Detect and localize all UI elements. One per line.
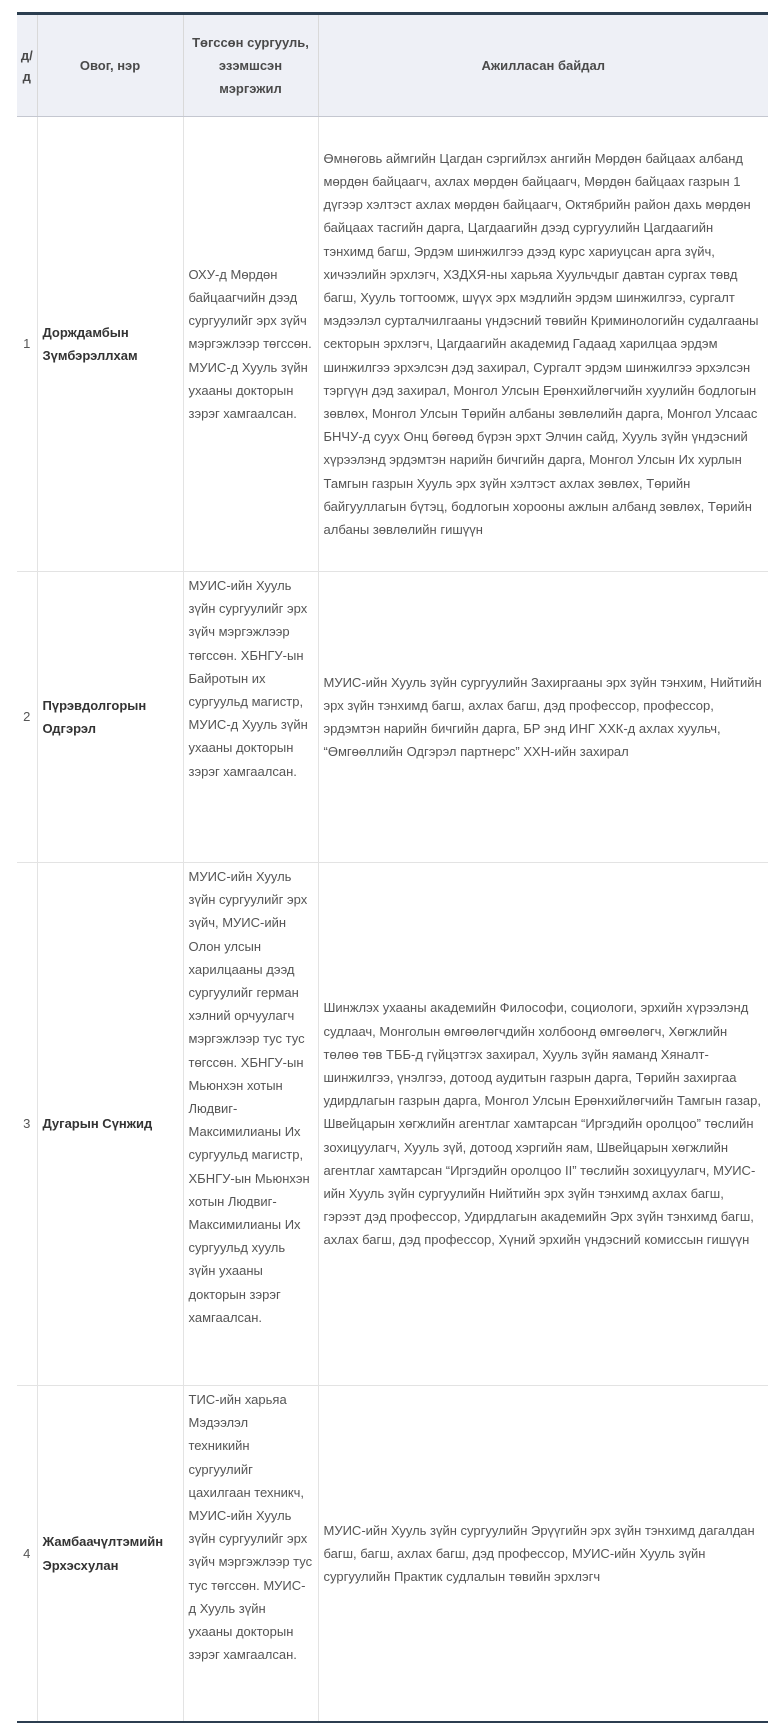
row-number: 4 bbox=[17, 1386, 37, 1723]
row-education: ТИС-ийн харьяа Мэдээлэл техникийн сургуулийг цахилгаан техникч, МУИС-ийн Хууль зүйн сургуулийг эрх зүйч мэргэжлээр тус тус төгссөн. МУИС-д Хууль зүйн ухааны докторын зэрэг хамгаалсан. bbox=[183, 1386, 318, 1723]
row-number: 1 bbox=[17, 117, 37, 572]
table-row bbox=[17, 863, 768, 1386]
header-number bbox=[17, 14, 37, 117]
row-name: Пүрэвдолгорын Одгэрэл bbox=[37, 572, 183, 863]
header-work: Ажилласан байдал bbox=[318, 14, 768, 117]
row-work: МУИС-ийн Хууль зүйн сургуулийн Захиргааны эрх зүйн тэнхим, Нийтийн эрх зүйн тэнхимд багш, ахлах багш, дэд профессор, профессор, эрдэмтэн нарийн бичгийн дарга, БР энд ИНГ ХХК-д ахлах хуульч, “Өмгөөллийн Одгэрэл партнерс” ХХН-ийн захирал bbox=[318, 572, 768, 863]
header-number-line1: д/ bbox=[20, 47, 33, 63]
row-work: Өмнөговь аймгийн Цагдан сэргийлэх ангийн Мөрдөн байцаах албанд мөрдөн байцаагч, ахлах мөрдөн байцаагч, Мөрдөн байцаах газрын 1 дүгээр хэлтэст ахлах мөрдөн байцаагч, Октябрийн район дахь мөрдөн байцаах тасгийн дарга, Цагдаагийн дээд сургуулийн Цагдаагийн тэнхимд багш, Эрдэм шинжилгээ дээд курс хариуцсан арга зүйч, хичээлийн эрхлэгч, ХЗДХЯ-ны харьяа Хуульчдыг давтан сургах төвд багш, Хууль тогтоомж, шүүх эрх мэдлийн эрдэм шинжилгээ, сургалт мэдээлэл сурталчилгааны үндэсний төвийн Криминологийн судалгааны секторын эрхлэгч, Цагдаагийн академид Гадаад харилцаа эрдэм шинжилгээ эрхэлсэн дэд захирал, Сургалт эрдэм шинжилгээ эрхэлсэн тэргүүн дэд захирал, Монгол Улсын Ерөнхийлөгчийн хуулийн бодлогын зөвлөх, Монгол Улсын Төрийн албаны зөвлөлийн дарга, Монгол Улсаас БНЧУ-д суух Онц бөгөөд бүрэн эрхт Элчин сайд, Хууль зүйн үндэсний хүрээлэнд эрдэмтэн нарийн бичгийн дарга, Монгол Улсын Их хурлын Тамгын газрын Хууль эрх зүйн хэлтэст ахлах зөвлөх, Төрийн байгууллагын бүтэц, бодлогын хорооны ажлын албанд зөвлөх, Төрийн албаны зөвлөлийн гишүүн bbox=[318, 117, 768, 572]
row-work: МУИС-ийн Хууль зүйн сургуулийн Эрүүгийн эрх зүйн тэнхимд дагалдан багш, багш, ахлах багш, дэд профессор, МУИС-ийн Хууль зүйн сургуулийн Практик судлалын төвийн эрхлэгч bbox=[318, 1386, 768, 1723]
row-education: ОХУ-д Мөрдөн байцаагчийн дээд сургуулийг эрх зүйч мэргэжлээр төгссөн. МУИС-д Хууль зүйн ухааны докторын зэрэг хамгаалсан. bbox=[183, 117, 318, 572]
candidates-table bbox=[17, 12, 768, 1723]
row-number: 2 bbox=[17, 572, 37, 863]
header-number-line2: д bbox=[22, 68, 31, 84]
table-row bbox=[17, 572, 768, 863]
row-education: МУИС-ийн Хууль зүйн сургуулийг эрх зүйч мэргэжлээр төгссөн. ХБНГУ-ын Байротын их сургуульд магистр, МУИС-д Хууль зүйн ухааны докторын зэрэг хамгаалсан. bbox=[183, 572, 318, 863]
header-education: Төгссөн сургууль, эзэмшсэн мэргэжил bbox=[183, 14, 318, 117]
row-education: МУИС-ийн Хууль зүйн сургуулийг эрх зүйч, МУИС-ийн Олон улсын харилцааны дээд сургуулийг герман хэлний орчуулагч мэргэжлээр тус тус төгссөн. ХБНГУ-ын Мьюнхэн хотын Людвиг-Максимилианы Их сургуульд магистр, ХБНГУ-ын Мьюнхэн хотын Людвиг-Максимилианы Их сургуульд хууль зүйн ухааны докторын зэрэг хамгаалсан. bbox=[183, 863, 318, 1386]
row-name: Дорждамбын Зүмбэрэллхам bbox=[37, 117, 183, 572]
row-number: 3 bbox=[17, 863, 37, 1386]
table-header-row bbox=[17, 14, 768, 117]
table-row bbox=[17, 117, 768, 572]
row-name: Жамбаачүлтэмийн Эрхэсхулан bbox=[37, 1386, 183, 1723]
row-work: Шинжлэх ухааны академийн Философи, социологи, эрхийн хүрээлэнд судлаач, Монголын өмгөөлөгчдийн холбоонд өмгөөлөгч, Хөгжлийн төлөө төв ТББ-д гүйцэтгэх захирал, Хууль зүйн яаманд Хяналт-шинжилгээ, үнэлгээ, дотоод аудитын газрын дарга, Төрийн захиргаа удирдлагын газрын дарга, Монгол Улсын Ерөнхийлөгчийн Тамгын газар, Швейцарын хөгжлийн агентлаг хамтарсан “Иргэдийн оролцоо” төслийн зохицуулагч, Хууль зүй, дотоод хэргийн яам, Швейцарын хөгжлийн агентлаг хамтарсан “Иргэдийн оролцоо II” төслийн зохицуулагч, МУИС-ийн Хууль зүйн сургуулийн Нийтийн эрх зүйн тэнхимд ахлах багш, гэрээт дэд профессор, Удирдлагын академийн Эрх зүйн тэнхимд багш, ахлах багш, дэд профессор, Хүний эрхийн үндэсний комиссын гишүүн bbox=[318, 863, 768, 1386]
table-row bbox=[17, 1386, 768, 1723]
row-name: Дугарын Сүнжид bbox=[37, 863, 183, 1386]
header-name: Овог, нэр bbox=[37, 14, 183, 117]
candidates-table-container bbox=[17, 12, 768, 1723]
